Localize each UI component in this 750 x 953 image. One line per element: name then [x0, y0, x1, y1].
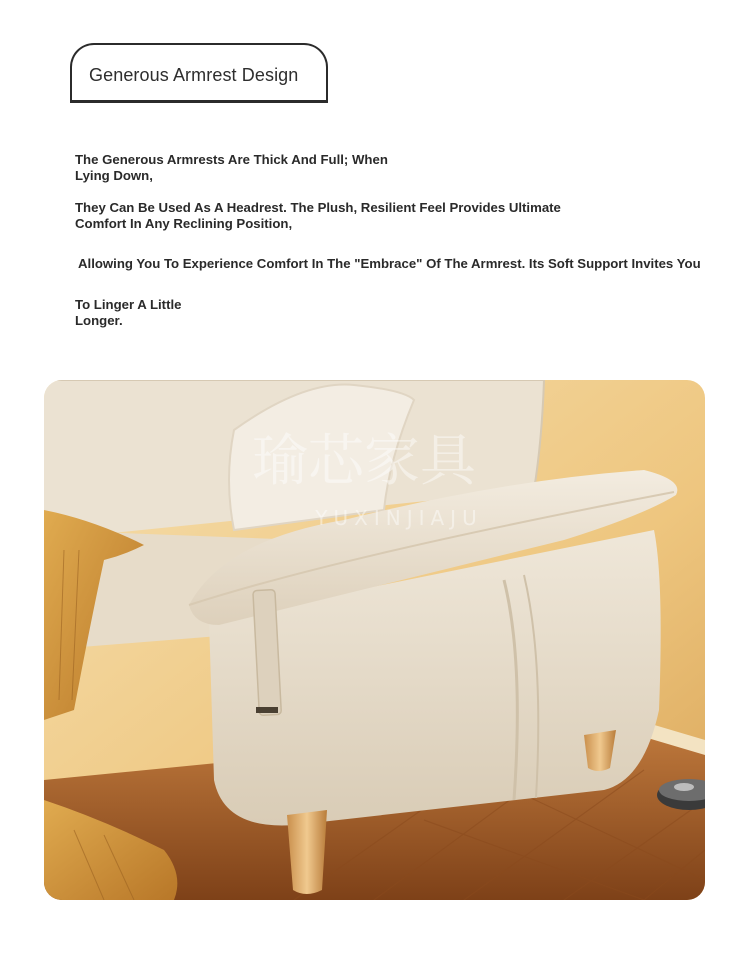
- section-title: Generous Armrest Design: [89, 65, 299, 85]
- description-paragraph-1: [75, 152, 388, 184]
- sofa-leg-front: [287, 810, 327, 894]
- description-line: Longer.: [75, 313, 123, 328]
- description-line: Lying Down,: [75, 168, 153, 183]
- description-line: To Linger A Little: [75, 297, 182, 312]
- description-line: Allowing You To Experience Comfort In The "Embrace" Of The Armrest. Its Soft Support Invites You: [78, 256, 701, 271]
- description-line: Comfort In Any Reclining Position,: [75, 216, 293, 231]
- section-title-badge: [70, 43, 328, 103]
- description-line: They Can Be Used As A Headrest. The Plush, Resilient Feel Provides Ultimate: [75, 200, 561, 215]
- description-line: The Generous Armrests Are Thick And Full; When: [75, 152, 388, 167]
- description-paragraph-4: [75, 297, 181, 329]
- watermark-chinese: 瑜芯家具: [252, 429, 476, 494]
- watermark-latin: YUXINJIAJU: [315, 506, 483, 530]
- description-paragraph-3: [78, 256, 701, 272]
- description-paragraph-2: [75, 200, 561, 232]
- sofa-armrest-photo: [44, 380, 705, 900]
